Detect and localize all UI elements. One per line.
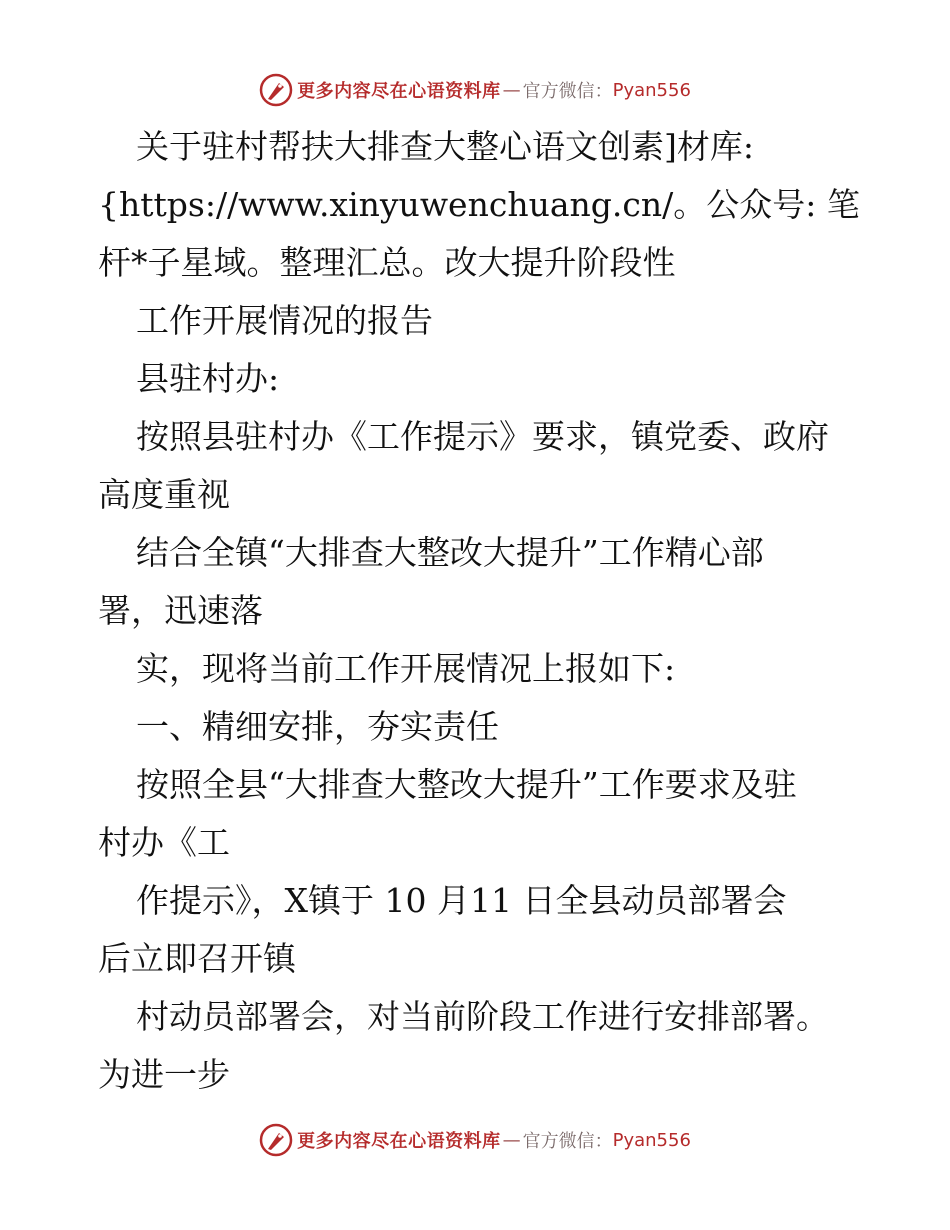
body-line: 署，迅速落 bbox=[98, 591, 263, 630]
body-line: 县驻村办: bbox=[136, 359, 280, 398]
body-line: 按照县驻村办《工作提示》要求，镇党委、政府 bbox=[136, 417, 829, 456]
body-line: 为进一步 bbox=[98, 1055, 230, 1094]
body-line: 工作开展情况的报告 bbox=[136, 301, 433, 340]
body-line: 按照全县“大排查大整改大提升”工作要求及驻 bbox=[136, 765, 797, 804]
body-line: 村动员部署会，对当前阶段工作进行安排部署。 bbox=[136, 997, 829, 1036]
section-heading: 一、精细安排，夯实责任 bbox=[136, 707, 499, 746]
banner-wechat-id: Pyan556 bbox=[612, 1129, 691, 1151]
footer-watermark-banner bbox=[0, 1120, 950, 1160]
banner-dash: — bbox=[502, 1129, 521, 1151]
banner-text-red: 更多内容尽在心语资料库 bbox=[297, 81, 501, 102]
body-line: 实，现将当前工作开展情况上报如下: bbox=[136, 649, 676, 688]
pen-nib-logo-icon bbox=[259, 73, 293, 107]
banner-dash: — bbox=[502, 79, 521, 101]
pen-nib-logo-icon bbox=[259, 1123, 293, 1157]
banner-text-gray: 官方微信： bbox=[522, 81, 613, 102]
body-line: 结合全镇“大排查大整改大提升”工作精心部 bbox=[136, 533, 764, 572]
banner-wechat-id: Pyan556 bbox=[612, 79, 691, 101]
banner-text-gray: 官方微信： bbox=[522, 1131, 613, 1152]
header-watermark-banner bbox=[0, 70, 950, 110]
body-line: 后立即召开镇 bbox=[98, 939, 296, 978]
body-line: 杆*子星域。整理汇总。改大提升阶段性 bbox=[98, 243, 676, 282]
body-line: 关于驻村帮扶大排查大整心语文创素]材库: bbox=[136, 127, 754, 166]
body-line: 村办《工 bbox=[98, 823, 230, 862]
body-line: 高度重视 bbox=[98, 475, 230, 514]
body-line: 作提示》，X镇于 10 月11 日全县动员部署会 bbox=[136, 881, 787, 920]
banner-text-red: 更多内容尽在心语资料库 bbox=[297, 1131, 501, 1152]
body-line: {https://www.xinyuwenchuang.cn/。公众号: 笔 bbox=[98, 185, 860, 224]
